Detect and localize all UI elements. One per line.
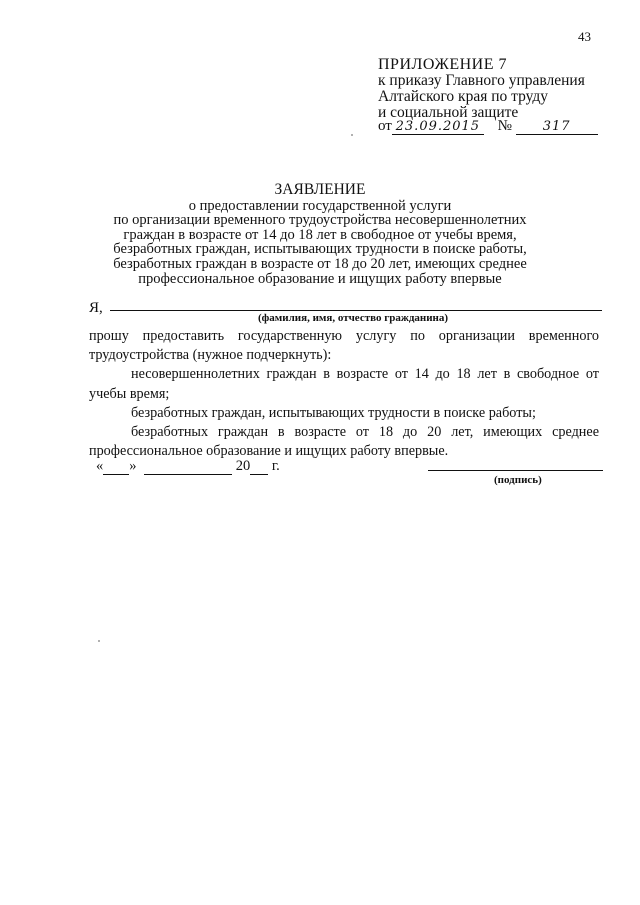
day-field[interactable] [103,460,129,475]
subtitle-line: по организации временного трудоустройства несовершеннолетних [113,212,527,229]
appendix-title: ПРИЛОЖЕНИЕ 7 [378,56,508,73]
appendix-line-2: к приказу Главного управления [378,72,585,89]
application-date-line [96,458,280,475]
i-label: Я, [89,300,103,316]
order-number-handwritten: 317 [516,120,598,135]
year-suffix: г. [271,458,280,474]
page-number: 43 [578,29,591,44]
date-open-quote: « [96,458,104,474]
request-text: прошу предоставить государственную услугу по организации временного трудоустройства (нужное подчеркнуть): [89,328,599,364]
subtitle-line: безработных граждан, испытывающих трудности в поиске работы, [113,241,527,258]
year-field[interactable] [250,460,268,475]
date-prefix: от [378,118,392,134]
signature-line[interactable] [428,470,603,471]
name-field-caption: (фамилия, имя, отчество гражданина) [258,312,449,324]
document-title-block [110,183,530,286]
scan-speck [351,134,353,136]
year-prefix: 20 [235,458,251,474]
request-body [89,327,599,461]
date-close-quote: » [129,458,137,474]
option-item: несовершеннолетних граждан в возрасте от 14 до 18 лет в свободное от учебы время; [89,366,599,402]
order-date-handwritten: 23.09.2015 [392,120,484,135]
subtitle-line: граждан в возрасте от 14 до 18 лет в свободное от учебы время, [123,226,517,243]
order-date-line [378,118,598,135]
month-field[interactable] [144,460,232,475]
signature-caption: (подпись) [494,474,542,486]
appendix-line-3: Алтайского края по труду [378,88,549,105]
subtitle-line: о предоставлении государственной услуги [188,197,452,214]
name-field-line[interactable] [110,310,602,311]
option-item: безработных граждан, испытывающих трудности в поиске работы; [131,404,536,421]
subtitle-line: профессиональное образование и ищущих работу впервые [138,270,502,287]
document-heading: ЗАЯВЛЕНИЕ [274,181,366,198]
scan-speck [98,640,100,642]
subtitle-line: безработных граждан в возрасте от 18 до 20 лет, имеющих среднее [113,255,527,272]
appendix-block [378,57,585,121]
option-item: безработных граждан в возрасте от 18 до 20 лет, имеющих среднее профессиональное образование и ищущих работу впервые. [89,424,599,460]
number-sign: № [497,118,512,134]
appendix-line-4: и социальной защите [378,104,519,121]
